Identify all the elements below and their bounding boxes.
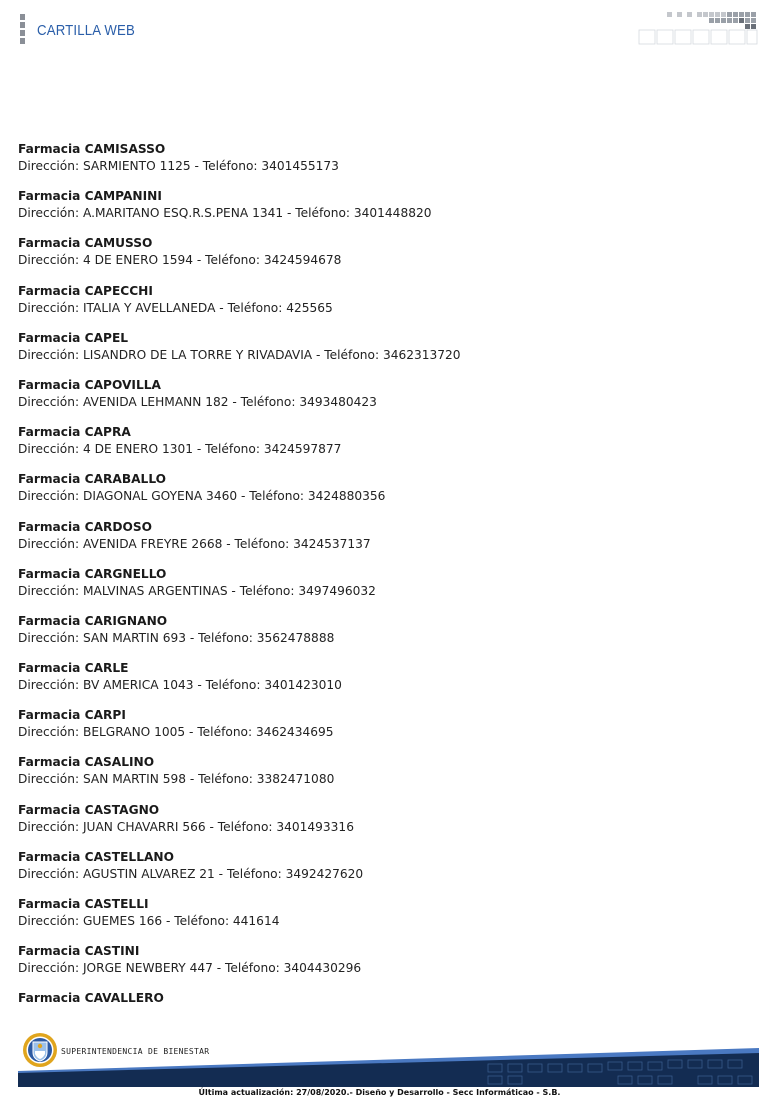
pharmacy-address: Dirección: A.MARITANO ESQ.R.S.PENA 1341 - Teléfono: 3401448820 <box>18 206 432 221</box>
list-item <box>18 424 738 471</box>
list-item <box>18 330 738 377</box>
header-pixel-pattern-icon <box>637 12 759 46</box>
pharmacy-address: Dirección: 4 DE ENERO 1301 - Teléfono: 3424597877 <box>18 442 342 457</box>
pharmacy-name: Farmacia CAMUSSO <box>18 236 153 251</box>
pharmacy-address: Dirección: JORGE NEWBERY 447 - Teléfono: 3404430296 <box>18 961 362 976</box>
list-item <box>18 141 738 188</box>
footer-note: Última actualización: 27/08/2020.- Diseño y Desarrollo - Secc Informáticao - S.B. <box>198 1088 561 1097</box>
list-item <box>18 283 738 330</box>
pharmacy-address: Dirección: LISANDRO DE LA TORRE Y RIVADAVIA - Teléfono: 3462313720 <box>18 347 461 362</box>
pharmacy-name: Farmacia CAPOVILLA <box>18 377 161 392</box>
pharmacy-name: Farmacia CASALINO <box>18 755 155 770</box>
pharmacy-name: Farmacia CAPRA <box>18 425 131 440</box>
list-item <box>18 235 738 282</box>
list-item <box>18 471 738 518</box>
pharmacy-name: Farmacia CAPEL <box>18 330 129 345</box>
pharmacy-name: Farmacia CARDOSO <box>18 519 153 534</box>
pharmacy-address: Dirección: MALVINAS ARGENTINAS - Teléfono: 3497496032 <box>18 583 376 598</box>
institution-seal-icon <box>22 1032 58 1068</box>
pharmacy-name: Farmacia CAMISASSO <box>18 142 166 156</box>
list-item <box>18 188 738 235</box>
page-title: CARTILLA WEB <box>37 22 135 39</box>
pharmacy-address: Dirección: GUEMES 166 - Teléfono: 441614 <box>18 914 280 928</box>
pharmacy-address: Dirección: ITALIA Y AVELLANEDA - Teléfono: 425565 <box>18 300 333 315</box>
organization-name: SUPERINTENDENCIA DE BIENESTAR <box>61 1047 210 1056</box>
pharmacy-address: Dirección: AVENIDA FREYRE 2668 - Teléfono: 3424537137 <box>18 536 371 551</box>
pharmacy-name: Farmacia CASTELLANO <box>18 849 174 864</box>
pharmacy-address: Dirección: SAN MARTIN 598 - Teléfono: 3382471080 <box>18 772 335 787</box>
pharmacy-address: Dirección: BV AMERICA 1043 - Teléfono: 3401423010 <box>18 678 342 693</box>
list-item <box>18 519 738 566</box>
pharmacy-address: Dirección: JUAN CHAVARRI 566 - Teléfono: 3401493316 <box>18 819 354 834</box>
pharmacy-address: Dirección: SARMIENTO 1125 - Teléfono: 3401455173 <box>18 159 339 173</box>
pharmacy-name: Farmacia CARPI <box>18 708 126 723</box>
pharmacy-name: Farmacia CARIGNANO <box>18 613 168 628</box>
pharmacy-name: Farmacia CAPECCHI <box>18 283 153 298</box>
pharmacy-name: Farmacia CARABALLO <box>18 472 167 487</box>
pharmacy-address: Dirección: AGUSTIN ALVAREZ 21 - Teléfono: 3492427620 <box>18 866 364 881</box>
list-item <box>18 990 738 1037</box>
list-item <box>18 660 738 707</box>
list-item <box>18 707 738 754</box>
header-accent-bar <box>20 14 25 46</box>
pharmacy-address: Dirección: DIAGONAL GOYENA 3460 - Teléfono: 3424880356 <box>18 489 386 504</box>
pharmacy-name: Farmacia CAVALLERO <box>18 991 164 1006</box>
list-item <box>18 802 738 849</box>
pharmacy-name: Farmacia CAMPANINI <box>18 189 162 204</box>
pharmacy-name: Farmacia CARLE <box>18 661 129 676</box>
list-item <box>18 754 738 801</box>
pharmacy-name: Farmacia CASTAGNO <box>18 802 160 817</box>
pharmacy-name: Farmacia CARGNELLO <box>18 566 167 581</box>
list-item <box>18 377 738 424</box>
list-item <box>18 943 738 990</box>
list-item <box>18 849 738 896</box>
pharmacy-name: Farmacia CASTINI <box>18 944 140 959</box>
pharmacy-list <box>18 141 738 1038</box>
list-item <box>18 613 738 660</box>
list-item <box>18 566 738 613</box>
pharmacy-address: Dirección: 4 DE ENERO 1594 - Teléfono: 3424594678 <box>18 253 342 268</box>
list-item <box>18 896 738 943</box>
pharmacy-name: Farmacia CASTELLI <box>18 897 149 911</box>
pharmacy-address: Dirección: AVENIDA LEHMANN 182 - Teléfono: 3493480423 <box>18 394 377 409</box>
pharmacy-address: Dirección: BELGRANO 1005 - Teléfono: 3462434695 <box>18 725 334 740</box>
pharmacy-address: Dirección: SAN MARTIN 693 - Teléfono: 3562478888 <box>18 630 335 645</box>
